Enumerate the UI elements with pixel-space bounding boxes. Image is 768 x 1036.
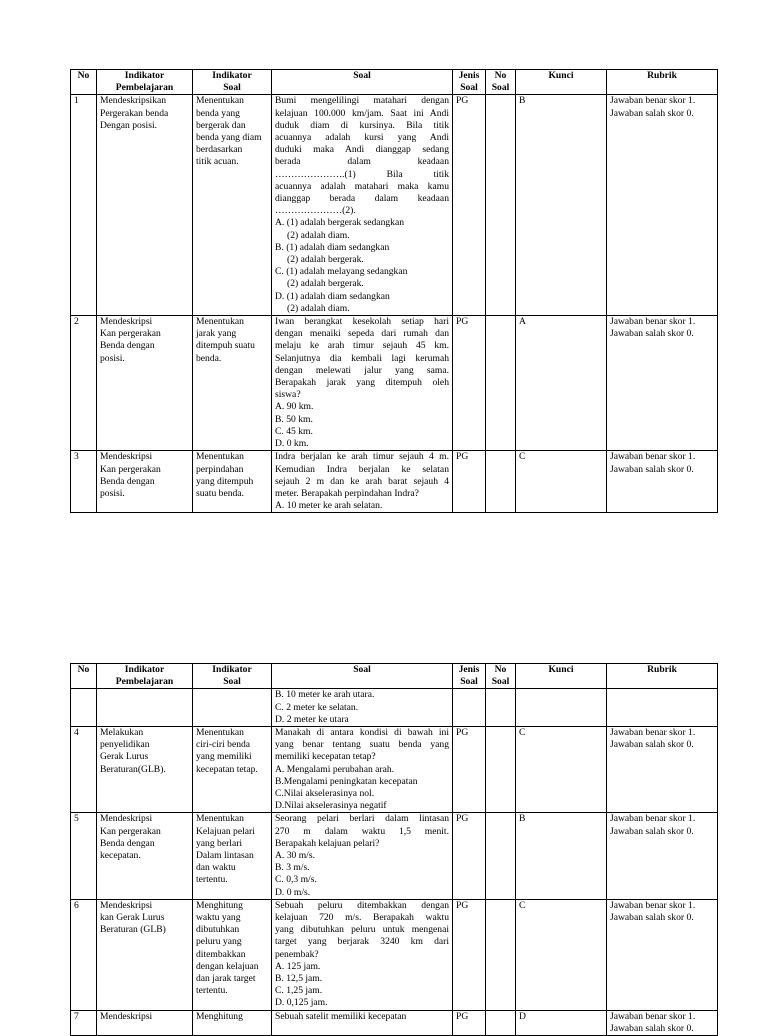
question-line: sejauh 2 m dan ke arah barat sejauh 4 — [275, 475, 449, 487]
question-number-text: 1 — [74, 95, 79, 107]
answer-option: D. (1) adalah diam sedangkan — [275, 290, 390, 302]
question-text — [272, 899, 453, 1010]
rubric-line: Jawaban benar skor 1. — [610, 899, 696, 911]
header-text: No — [77, 664, 90, 675]
question-text — [272, 1010, 453, 1035]
header-text: Jenis — [458, 70, 480, 81]
scoring-rubric — [607, 813, 718, 899]
scoring-rubric — [607, 316, 718, 451]
question-line: acuannya adalah matahari maka kamu — [275, 180, 449, 192]
table-row — [71, 1010, 718, 1035]
question-indicator — [193, 451, 272, 513]
question-line: yang dibutuhkan peluru untuk mengenai — [275, 924, 449, 936]
question-text — [272, 95, 453, 316]
header-text: Soal — [460, 82, 478, 94]
question-line: penembak? — [275, 948, 319, 960]
answer-key — [516, 727, 607, 813]
rubric-line: Jawaban benar skor 1. — [610, 95, 696, 107]
question-slot-number — [486, 95, 516, 316]
learning-indicator-line: Beraturan (GLB) — [100, 924, 166, 936]
answer-key — [516, 316, 607, 451]
answer-option: D. 0 km. — [275, 438, 309, 450]
table-row — [71, 451, 718, 513]
question-number-text: 3 — [74, 451, 79, 463]
question-line: duduki maka Andi dianggap sedang — [275, 144, 449, 156]
question-type-text: PG — [456, 1010, 469, 1022]
header-text: Indikator — [124, 70, 165, 81]
question-slot-number — [486, 316, 516, 451]
question-indicator-line: benda. — [196, 352, 222, 364]
learning-indicator-line: Benda dengan — [100, 475, 155, 487]
header-text: No — [494, 664, 507, 675]
question-table-page-1 — [70, 69, 718, 513]
answer-option: (2) adalah diam. — [287, 229, 350, 241]
scoring-rubric — [607, 95, 718, 316]
question-line: duduk diam di kursinya. Bila titik — [275, 119, 449, 131]
table-row — [71, 899, 718, 1010]
question-indicator-line: benda yang — [196, 107, 240, 119]
rubric-line: Jawaban salah skor 0. — [610, 328, 694, 340]
answer-key-text: C — [519, 899, 526, 911]
question-indicator — [193, 727, 272, 813]
question-indicator-line: perpindahan — [196, 463, 244, 475]
question-indicator-line: Menentukan — [196, 95, 244, 107]
question-indicator-line: yang berlari — [196, 837, 243, 849]
rubric-line: Jawaban benar skor 1. — [610, 451, 696, 463]
question-indicator-line: Menentukan — [196, 451, 244, 463]
learning-indicator-line: Kan pergerakan — [100, 463, 161, 475]
column-header-soal — [272, 70, 453, 95]
question-line: melaju ke arah timur sejauh 45 km. — [275, 340, 449, 352]
learning-indicator-line: Kan pergerakan — [100, 825, 161, 837]
answer-key-text: D — [519, 1010, 526, 1022]
answer-option: A. 30 m/s. — [275, 850, 315, 862]
question-indicator-line: peluru yang — [196, 936, 242, 948]
header-text: Jenis — [458, 664, 480, 675]
question-text — [272, 813, 453, 899]
answer-option: B. 50 km. — [275, 413, 313, 425]
column-header-no-soal — [486, 70, 516, 95]
scoring-rubric — [607, 1010, 718, 1035]
question-line: meter. Berapakah perpindahan Indra? — [275, 487, 419, 499]
learning-indicator-line: Mendeskripsikan — [100, 95, 167, 107]
answer-option: A. Mengalami perubahan arah. — [275, 763, 395, 775]
column-header-rubrik — [607, 70, 718, 95]
question-type-text: PG — [456, 727, 469, 739]
answer-option: A. 125 jam. — [275, 960, 321, 972]
learning-indicator-line: Mendeskripsi — [100, 899, 153, 911]
question-line: siswa? — [275, 389, 301, 401]
question-line: memiliki kecepatan tetap? — [275, 751, 376, 763]
header-text: Indikator — [212, 70, 252, 81]
rubric-line: Jawaban salah skor 0. — [610, 1022, 694, 1034]
header-text: No — [77, 70, 90, 81]
question-text — [272, 727, 453, 813]
column-header-jenis-soal — [453, 664, 486, 689]
question-indicator-line: Menghitung — [196, 1010, 243, 1022]
answer-key — [516, 813, 607, 899]
question-line: yang benar tentang suatu benda yang — [275, 739, 449, 751]
header-text: Rubrik — [647, 70, 677, 81]
header-text: Soal — [353, 70, 371, 81]
header-text: Kunci — [548, 664, 574, 675]
question-slot-number — [486, 451, 516, 513]
question-number — [71, 95, 97, 316]
question-type-text: PG — [456, 899, 469, 911]
question-slot-number — [486, 899, 516, 1010]
scoring-rubric — [607, 451, 718, 513]
answer-key — [516, 899, 607, 1010]
empty-cell — [97, 689, 193, 727]
question-line: berada dalam keadaan — [275, 156, 449, 168]
question-line: acuannya adalah kursi yang Andi — [275, 132, 449, 144]
learning-indicator — [97, 899, 193, 1010]
column-header-kunci — [516, 664, 607, 689]
question-type — [453, 451, 486, 513]
rubric-line: Jawaban salah skor 0. — [610, 107, 694, 119]
answer-option: D. 0 m/s. — [275, 886, 311, 898]
question-type — [453, 1010, 486, 1035]
rubric-line: Jawaban salah skor 0. — [610, 739, 694, 751]
empty-cell — [453, 689, 486, 727]
question-line: kelajuan 100.000 km/jam. Saat ini Andi — [275, 107, 449, 119]
answer-option: C. 2 meter ke selatan. — [275, 701, 359, 713]
answer-option: C. 0,3 m/s. — [275, 874, 317, 886]
column-header-soal — [272, 664, 453, 689]
header-text: Indikator — [212, 664, 252, 675]
question-line: Sebuah peluru ditembakkan dengan — [275, 899, 449, 911]
question-number-text: 2 — [74, 316, 79, 328]
question-type — [453, 316, 486, 451]
column-header-jenis-soal — [453, 70, 486, 95]
table-header — [71, 664, 718, 689]
column-header-no-soal — [486, 664, 516, 689]
question-line: Indra berjalan ke arah timur sejauh 4 m. — [275, 451, 449, 463]
learning-indicator-line: Pergerakan benda — [100, 107, 169, 119]
learning-indicator-line: Mendeskripsi — [100, 316, 153, 328]
answer-option: C. (1) adalah melayang sedangkan — [275, 266, 408, 278]
question-indicator — [193, 899, 272, 1010]
question-text — [272, 316, 453, 451]
header-text: Pembelajaran — [115, 676, 174, 688]
table-header — [71, 70, 718, 95]
rubric-line: Jawaban salah skor 0. — [610, 463, 694, 475]
learning-indicator — [97, 1010, 193, 1035]
answer-key — [516, 95, 607, 316]
answer-key-text: A — [519, 316, 526, 328]
question-line: Bumi mengelilingi matahari dengan — [275, 95, 449, 107]
question-line: Sebuah satelit memiliki kecepatan — [275, 1010, 407, 1022]
question-table-page-2 — [70, 663, 718, 1036]
question-line: …………………(2). — [275, 205, 356, 217]
learning-indicator — [97, 451, 193, 513]
learning-indicator-line: kecepatan. — [100, 850, 141, 862]
question-slot-number — [486, 1010, 516, 1035]
learning-indicator — [97, 727, 193, 813]
table-row — [71, 727, 718, 813]
empty-cell — [486, 689, 516, 727]
learning-indicator — [97, 95, 193, 316]
question-indicator-line: Menghitung — [196, 899, 243, 911]
column-header-no — [71, 70, 97, 95]
answer-option: D. 0,125 jam. — [275, 997, 328, 1009]
question-indicator-line: dibutuhkan — [196, 924, 240, 936]
learning-indicator-line: posisi. — [100, 352, 125, 364]
question-indicator-line: Menentukan — [196, 813, 244, 825]
question-indicator-line: kecepatan tetap. — [196, 763, 258, 775]
answer-key-text: B — [519, 813, 526, 825]
question-line: Manakah di antara kondisi di bawah ini — [275, 727, 449, 739]
rubric-line: Jawaban salah skor 0. — [610, 825, 694, 837]
question-indicator-line: yang ditempuh — [196, 475, 254, 487]
question-line: Seorang pelari berlari dalam lintasan — [275, 813, 449, 825]
rubric-line: Jawaban benar skor 1. — [610, 1010, 696, 1022]
question-indicator-line: dan waktu — [196, 862, 236, 874]
question-indicator-line: titik acuan. — [196, 156, 239, 168]
question-number — [71, 316, 97, 451]
question-line: dengan melewati jalur yang sama. — [275, 364, 449, 376]
question-indicator-line: Kelajuan pelari — [196, 825, 255, 837]
answer-option: D. 2 meter ke utara — [275, 713, 349, 725]
question-text — [272, 689, 453, 727]
empty-cell — [516, 689, 607, 727]
learning-indicator-line: Benda dengan — [100, 340, 155, 352]
empty-cell — [71, 689, 97, 727]
empty-cell — [607, 689, 718, 727]
answer-option: D.Nilai akselerasinya negatif — [275, 800, 387, 812]
answer-option: A. 90 km. — [275, 401, 314, 413]
table-row — [71, 813, 718, 899]
question-line: ………………….(1) Bila titik — [275, 168, 449, 180]
question-indicator-line: bergerak dan — [196, 119, 246, 131]
empty-cell — [193, 689, 272, 727]
question-number-text: 7 — [74, 1010, 79, 1022]
learning-indicator-line: Mendeskripsi — [100, 813, 153, 825]
question-type — [453, 727, 486, 813]
question-slot-number — [486, 727, 516, 813]
learning-indicator-line: penyelidikan — [100, 739, 150, 751]
learning-indicator — [97, 316, 193, 451]
column-header-no — [71, 664, 97, 689]
question-indicator-line: ditembakkan — [196, 948, 246, 960]
header-text: Rubrik — [647, 664, 677, 675]
learning-indicator-line: Mendeskripsi — [100, 451, 153, 463]
header-text: Soal — [491, 676, 510, 688]
question-number — [71, 813, 97, 899]
question-indicator-line: tertentu. — [196, 985, 228, 997]
question-text — [272, 451, 453, 513]
question-indicator — [193, 813, 272, 899]
learning-indicator-line: posisi. — [100, 487, 125, 499]
question-indicator-line: waktu yang — [196, 912, 241, 924]
learning-indicator-line: Dengan posisi. — [100, 119, 158, 131]
question-line: Selanjutnya dia kembali lagi kerumah — [275, 352, 449, 364]
header-text: Soal — [353, 664, 371, 675]
question-indicator-line: Menentukan — [196, 727, 244, 739]
answer-option: C. 1,25 jam. — [275, 985, 323, 997]
question-type-text: PG — [456, 95, 469, 107]
header-text: Kunci — [548, 70, 574, 81]
question-number — [71, 727, 97, 813]
column-header-rubrik — [607, 664, 718, 689]
answer-option: B. 10 meter ke arah utara. — [275, 689, 375, 701]
question-indicator-line: dengan kelajuan — [196, 960, 259, 972]
question-line: 270 m dalam waktu 1,5 menit. — [275, 825, 449, 837]
question-line: Berapakah kelajuan pelari? — [275, 837, 380, 849]
table-body — [71, 689, 718, 1036]
header-text: Soal — [223, 676, 241, 688]
scoring-rubric — [607, 727, 718, 813]
question-line: Kemudian Indra berjalan ke selatan — [275, 463, 449, 475]
question-type-text: PG — [456, 813, 469, 825]
answer-option: B.Mengalami peningkatan kecepatan — [275, 775, 418, 787]
learning-indicator-line: Kan pergerakan — [100, 328, 161, 340]
answer-key-text: C — [519, 727, 526, 739]
question-number-text: 6 — [74, 899, 79, 911]
question-indicator-line: ciri-ciri benda — [196, 739, 251, 751]
answer-option: (2) adalah bergerak. — [287, 278, 364, 290]
question-indicator-line: tertentu. — [196, 874, 228, 886]
question-line: dengan menaiki sepeda dari rumah dan — [275, 328, 449, 340]
question-number — [71, 451, 97, 513]
question-type-text: PG — [456, 316, 469, 328]
learning-indicator-line: Gerak Lurus — [100, 751, 149, 763]
question-indicator-line: yang memiliki — [196, 751, 252, 763]
question-indicator-line: ditempuh suatu — [196, 340, 255, 352]
learning-indicator — [97, 813, 193, 899]
question-indicator — [193, 316, 272, 451]
question-indicator-line: dan jarak target — [196, 973, 256, 985]
question-type-text: PG — [456, 451, 469, 463]
question-indicator-line: suatu benda. — [196, 487, 244, 499]
column-header-indikator-soal — [193, 664, 272, 689]
rubric-line: Jawaban benar skor 1. — [610, 727, 696, 739]
question-indicator — [193, 1010, 272, 1035]
header-text: Indikator — [124, 664, 165, 675]
rubric-line: Jawaban salah skor 0. — [610, 912, 694, 924]
table-row — [71, 95, 718, 316]
column-header-indikator-soal — [193, 70, 272, 95]
answer-option: (2) adalah bergerak. — [287, 254, 364, 266]
scoring-rubric — [607, 899, 718, 1010]
question-number-text: 4 — [74, 727, 79, 739]
rubric-line: Jawaban benar skor 1. — [610, 813, 696, 825]
question-type — [453, 899, 486, 1010]
answer-key — [516, 1010, 607, 1035]
learning-indicator-line: Beraturan(GLB). — [100, 763, 166, 775]
header-text: Soal — [223, 82, 241, 94]
table-body — [71, 95, 718, 513]
rubric-line: Jawaban benar skor 1. — [610, 316, 696, 328]
learning-indicator-line: Melakukan — [100, 727, 144, 739]
question-number — [71, 899, 97, 1010]
table-row — [71, 316, 718, 451]
answer-option: C.Nilai akselerasinya nol. — [275, 788, 375, 800]
column-header-indikator-pembelajaran — [97, 70, 193, 95]
answer-option: A. (1) adalah bergerak sedangkan — [275, 217, 405, 229]
question-line: Iwan berangkat kesekolah setiap hari — [275, 316, 449, 328]
question-indicator-line: Dalam lintasan — [196, 850, 254, 862]
header-text: Soal — [491, 82, 510, 94]
answer-key-text: C — [519, 451, 526, 463]
header-text: No — [494, 70, 507, 81]
answer-option: C. 45 km. — [275, 425, 313, 437]
answer-option: (2) adalah diam. — [287, 302, 350, 314]
question-line: dianggap berada dalam keadaan — [275, 193, 449, 205]
question-indicator — [193, 95, 272, 316]
question-line: kelajuan 720 m/s. Berapakah waktu — [275, 912, 449, 924]
question-indicator-line: jarak yang — [196, 328, 237, 340]
question-indicator-line: berdasarkan — [196, 144, 243, 156]
question-number-text: 5 — [74, 813, 79, 825]
table-row-continuation — [71, 689, 718, 727]
question-indicator-line: benda yang diam — [196, 132, 262, 144]
column-header-indikator-pembelajaran — [97, 664, 193, 689]
column-header-kunci — [516, 70, 607, 95]
answer-key-text: B — [519, 95, 526, 107]
question-line: target yang berjarak 3240 km dari — [275, 936, 449, 948]
header-text: Soal — [460, 676, 478, 688]
learning-indicator-line: Benda dengan — [100, 837, 155, 849]
answer-option: B. (1) adalah diam sedangkan — [275, 241, 390, 253]
answer-option: B. 3 m/s. — [275, 862, 310, 874]
header-text: Pembelajaran — [115, 82, 174, 94]
learning-indicator-line: kan Gerak Lurus — [100, 912, 165, 924]
answer-key — [516, 451, 607, 513]
question-indicator-line: Menentukan — [196, 316, 244, 328]
question-number — [71, 1010, 97, 1035]
question-line: Berapakah jarak yang ditempuh oleh — [275, 377, 449, 389]
question-type — [453, 95, 486, 316]
learning-indicator-line: Mendeskripsi — [100, 1010, 153, 1022]
question-slot-number — [486, 813, 516, 899]
answer-option: B. 12,5 jam. — [275, 973, 323, 985]
answer-option: A. 10 meter ke arah selatan. — [275, 500, 383, 512]
question-type — [453, 813, 486, 899]
